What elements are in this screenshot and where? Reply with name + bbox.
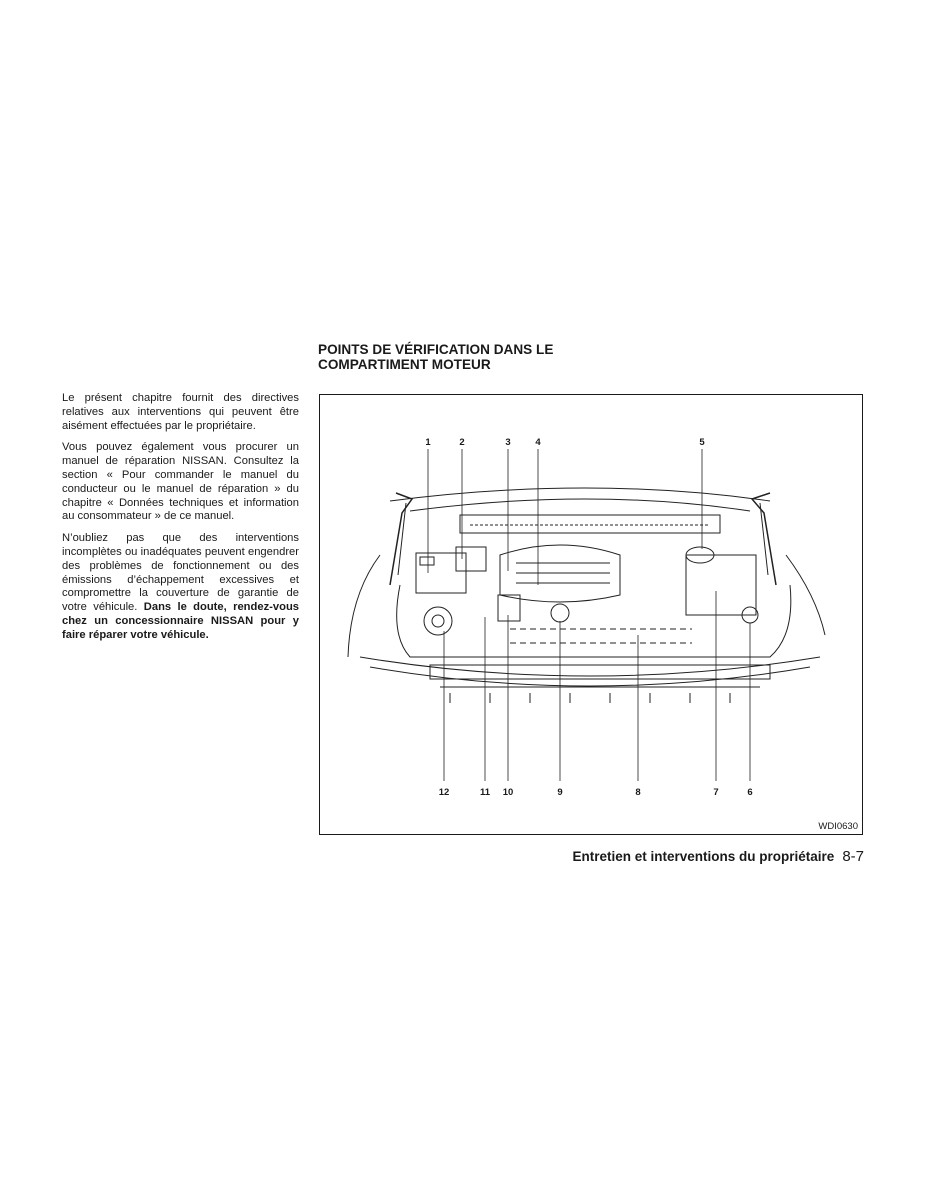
paragraph-warning — [62, 532, 299, 642]
engine-compartment-illustration — [320, 395, 862, 834]
callout-label-6: 6 — [747, 787, 753, 798]
page-number: 8-7 — [842, 848, 864, 865]
callout-label-8: 8 — [635, 787, 641, 798]
warning-text: N’oubliez pas que des interventions incomplètes ou inadéquates peuvent engendrer des problèmes de fonctionnement ou des émissions d’échappement excessives et compromettre la couverture de garantie de votre véhicule. — [62, 532, 299, 614]
callout-label-5: 5 — [699, 437, 705, 448]
warning-emphasis: Dans le doute, rendez-vous chez un concessionnaire NISSAN pour y faire réparer votre véhicule. — [62, 601, 299, 641]
callout-label-3: 3 — [505, 437, 511, 448]
section-title-line2: COMPARTIMENT MOTEUR — [318, 357, 491, 372]
callout-label-9: 9 — [557, 787, 563, 798]
callout-label-11: 11 — [479, 787, 491, 798]
callout-label-12: 12 — [438, 787, 450, 798]
callout-label-4: 4 — [535, 437, 541, 448]
section-title-line1: POINTS DE VÉRIFICATION DANS LE — [318, 342, 554, 357]
callout-label-7: 7 — [713, 787, 719, 798]
footer-chapter-title: Entretien et interventions du propriétaire — [572, 849, 835, 864]
callout-label-1: 1 — [425, 437, 431, 448]
section-title — [318, 342, 618, 372]
paragraph-intro: Le présent chapitre fournit des directives relatives aux interventions qui peuvent être aisément effectuées par le propriétaire. — [62, 392, 299, 432]
body-text — [62, 392, 299, 651]
callout-label-2: 2 — [459, 437, 465, 448]
figure-code: WDI0630 — [818, 821, 858, 832]
page-footer — [500, 848, 864, 865]
callout-label-10: 10 — [502, 787, 514, 798]
engine-compartment-figure — [319, 394, 863, 835]
paragraph-repair-manual: Vous pouvez également vous procurer un manuel de réparation NISSAN. Consultez la section « Pour commander le manuel du conducteur ou le manuel de réparation » du chapitre « Données techniques et information au consommateur » de ce manuel. — [62, 441, 299, 523]
